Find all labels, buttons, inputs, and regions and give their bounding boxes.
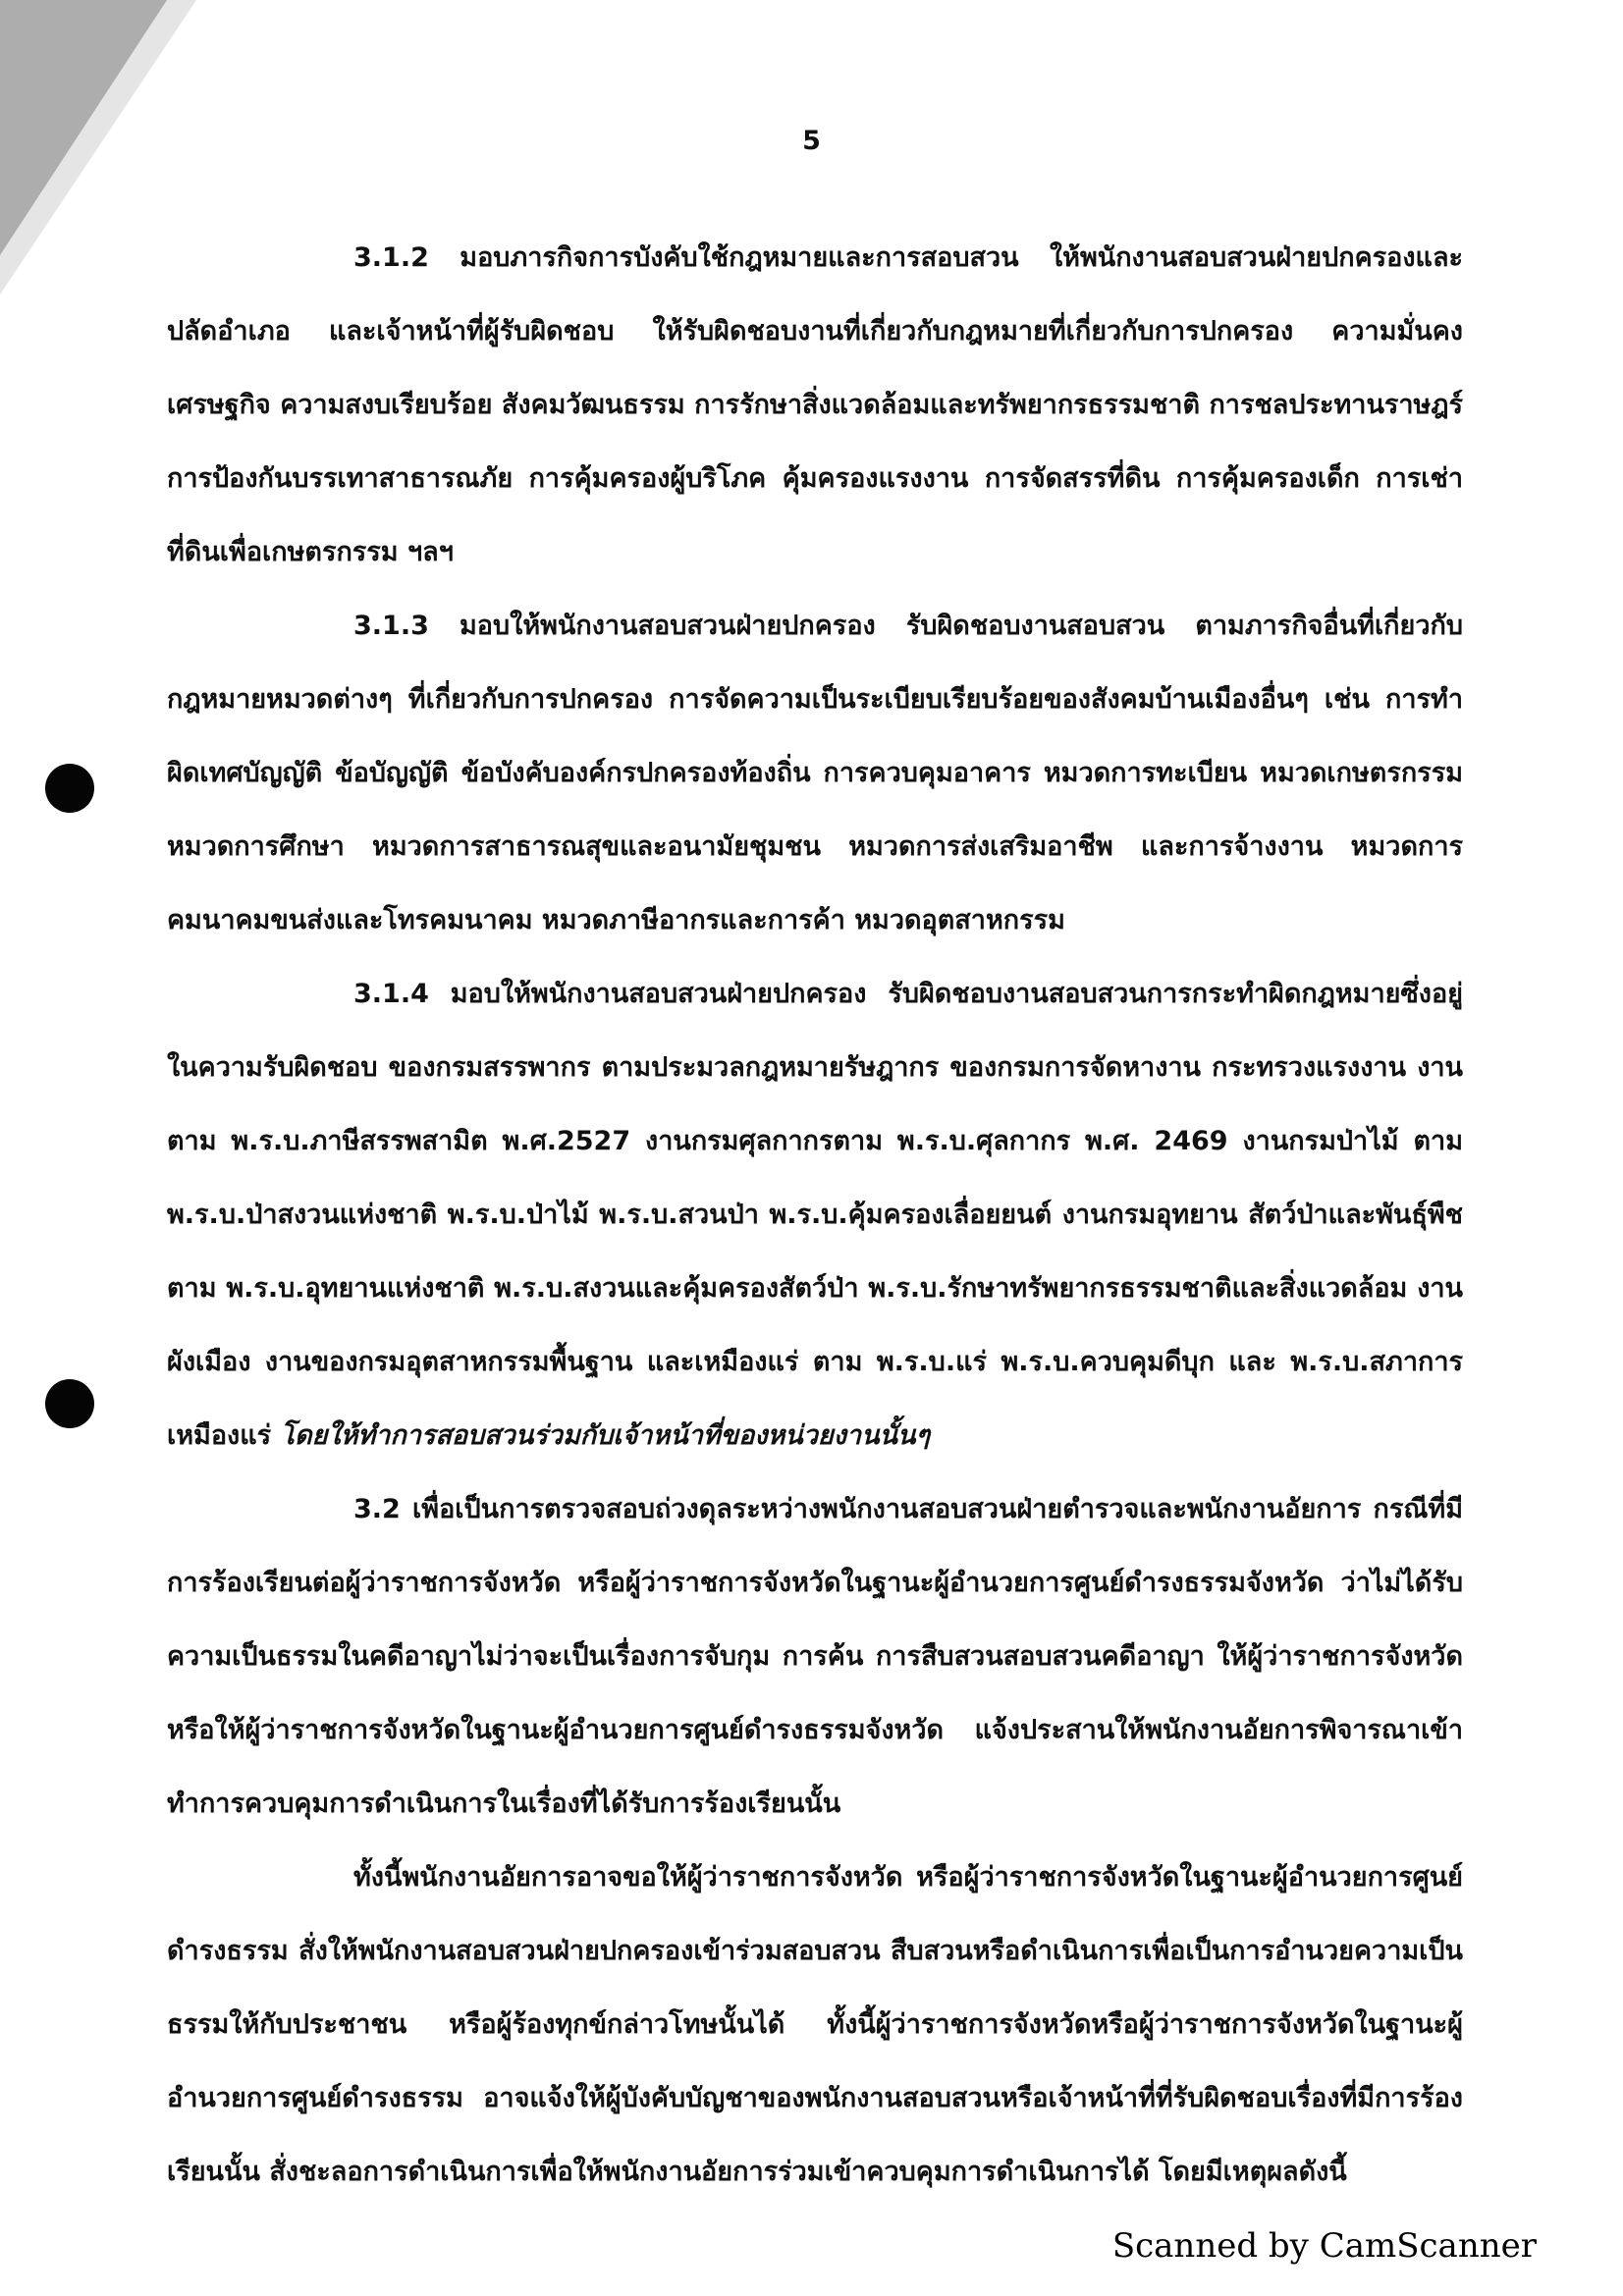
paragraph-3-1-2: 3.1.2 มอบภารกิจการบังคับใช้กฎหมายและการสอบสวน ให้พนักงานสอบสวนฝ่ายปกครองและปลัดอำเภอ และเจ้าหน้าที่ผู้รับผิดชอบ ให้รับผิดชอบงานที่เกี่ยวกับกฎหมายที่เกี่ยวกับการปกครอง ความมั่นคง เศรษฐกิจ ความสงบเรียบร้อย สังคมวัฒนธรรม การรักษาสิ่งแวดล้อมและทรัพยากรธรรมชาติ การชลประทานราษฎร์ การป้องกันบรรเทาสาธารณภัย การคุ้มครองผู้บริโภค คุ้มครองแรงงาน การจัดสรรที่ดิน การคุ้มครองเด็ก การเช่าที่ดินเพื่อเกษตรกรรม ฯลฯ bbox=[167, 242, 1463, 567]
page-number: 5 bbox=[802, 126, 821, 156]
document-body bbox=[167, 221, 1463, 2209]
paragraph-3-1-4 bbox=[167, 957, 1463, 1472]
paragraph-final: ทั้งนี้พนักงานอัยการอาจขอให้ผู้ว่าราชการจังหวัด หรือผู้ว่าราชการจังหวัดในฐานะผู้อำนวยการศูนย์ดำรงธรรม สั่งให้พนักงานสอบสวนฝ่ายปกครองเข้าร่วมสอบสวน สืบสวนหรือดำเนินการเพื่อเป็นการอำนวยความเป็นธรรมให้กับประชาชน หรือผู้ร้องทุกข์กล่าวโทษนั้นได้ ทั้งนี้ผู้ว่าราชการจังหวัดหรือผู้ว่าราชการจังหวัดในฐานะผู้อำนวยการศูนย์ดำรงธรรม อาจแจ้งให้ผู้บังคับบัญชาของพนักงานสอบสวนหรือเจ้าหน้าที่ที่รับผิดชอบเรื่องที่มีการร้องเรียนนั้น สั่งชะลอการดำเนินการเพื่อให้พนักงานอัยการร่วมเข้าควบคุมการดำเนินการได้ โดยมีเหตุผลดังนี้ bbox=[167, 1862, 1463, 2187]
punch-hole-bottom bbox=[45, 1379, 94, 1428]
paragraph-3-2: 3.2 เพื่อเป็นการตรวจสอบถ่วงดุลระหว่างพนักงานสอบสวนฝ่ายตำรวจและพนักงานอัยการ กรณีที่มีการร้องเรียนต่อผู้ว่าราชการจังหวัด หรือผู้ว่าราชการจังหวัดในฐานะผู้อำนวยการศูนย์ดำรงธรรมจังหวัด ว่าไม่ได้รับความเป็นธรรมในคดีอาญาไม่ว่าจะเป็นเรื่องการจับกุม การค้น การสืบสวนสอบสวนคดีอาญา ให้ผู้ว่าราชการจังหวัด หรือให้ผู้ว่าราชการจังหวัดในฐานะผู้อำนวยการศูนย์ดำรงธรรมจังหวัด แจ้งประสานให้พนักงานอัยการพิจารณาเข้าทำการควบคุมการดำเนินการในเรื่องที่ได้รับการร้องเรียนนั้น bbox=[167, 1494, 1463, 1819]
paragraph-3-1-4-italic-note: โดยให้ทำการสอบสวนร่วมกับเจ้าหน้าที่ของหน่วยงานนั้นๆ bbox=[280, 1420, 930, 1451]
paragraph-3-1-3: 3.1.3 มอบให้พนักงานสอบสวนฝ่ายปกครอง รับผิดชอบงานสอบสวน ตามภารกิจอื่นที่เกี่ยวกับกฎหมายหมวดต่างๆ ที่เกี่ยวกับการปกครอง การจัดความเป็นระเบียบเรียบร้อยของสังคมบ้านเมืองอื่นๆ เช่น การทำผิดเทศบัญญัติ ข้อบัญญัติ ข้อบังคับองค์กรปกครองท้องถิ่น การควบคุมอาคาร หมวดการทะเบียน หมวดเกษตรกรรม หมวดการศึกษา หมวดการสาธารณสุขและอนามัยชุมชน หมวดการส่งเสริมอาชีพ และการจ้างงาน หมวดการคมนาคมขนส่งและโทรคมนาคม หมวดภาษีอากรและการค้า หมวดอุตสาหกรรม bbox=[167, 611, 1463, 935]
scanner-watermark: Scanned by CamScanner bbox=[1111, 2226, 1537, 2266]
punch-hole-top bbox=[45, 764, 94, 813]
paragraph-3-1-4-text: 3.1.4 มอบให้พนักงานสอบสวนฝ่ายปกครอง รับผิดชอบงานสอบสวนการกระทำผิดกฎหมายซึ่งอยู่ในความรับผิดชอบ ของกรมสรรพากร ตามประมวลกฎหมายรัษฎากร ของกรมการจัดหางาน กระทรวงแรงงาน งานตาม พ.ร.บ.ภาษีสรรพสามิต พ.ศ.2527 งานกรมศุลกากรตาม พ.ร.บ.ศุลกากร พ.ศ. 2469 งานกรมป่าไม้ ตาม พ.ร.บ.ป่าสงวนแห่งชาติ พ.ร.บ.ป่าไม้ พ.ร.บ.สวนป่า พ.ร.บ.คุ้มครองเลื่อยยนต์ งานกรมอุทยาน สัตว์ป่าและพันธุ์พืช ตาม พ.ร.บ.อุทยานแห่งชาติ พ.ร.บ.สงวนและคุ้มครองสัตว์ป่า พ.ร.บ.รักษาทรัพยากรธรรมชาติและสิ่งแวดล้อม งานผังเมือง งานของกรมอุตสาหกรรมพื้นฐาน และเหมืองแร่ ตาม พ.ร.บ.แร่ พ.ร.บ.ควบคุมดีบุก และ พ.ร.บ.สภาการเหมืองแร่ bbox=[167, 979, 1463, 1451]
